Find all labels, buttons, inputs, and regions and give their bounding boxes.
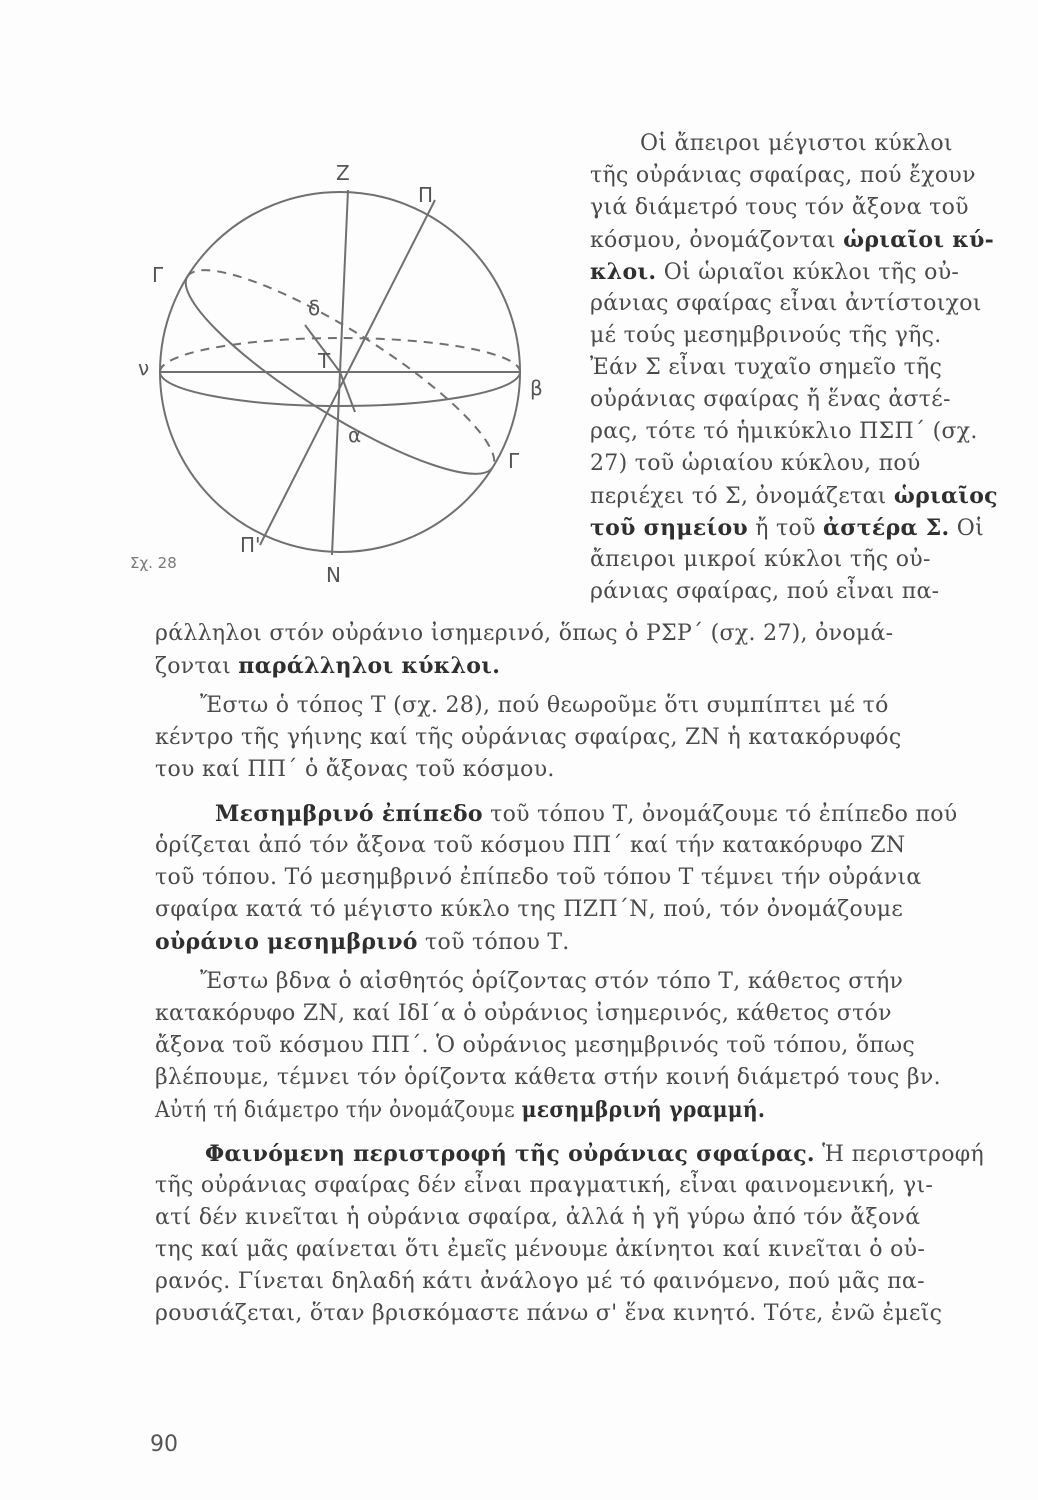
text-segment: ατί δέν κινεῖται ἡ οὐράνια σφαίρα, ἀλλά ἡ γῆ γύρω ἀπό τόν ἄξονά [155, 1205, 921, 1230]
text-segment: ἤ τοῦ [747, 516, 824, 541]
text-line [155, 1000, 892, 1028]
text-segment: τοῦ τόπου Τ, ὀνομάζουμε τό ἐπίπεδο πού [482, 802, 958, 827]
text-segment: κόσμου, ὀνομάζονται [590, 228, 844, 253]
text-segment: κέντρο τῆς γήινης καί τῆς οὐράνιας σφαίρας, ΖΝ ἡ κατακόρυφός [155, 725, 902, 750]
celestial-sphere-diagram [130, 150, 560, 600]
text-line [155, 1064, 941, 1092]
text-line [590, 386, 951, 414]
bold-term: τοῦ σημείου [590, 515, 748, 541]
text-line [590, 322, 942, 350]
text-segment: οὐράνιας σφαίρας ἤ ἕνας ἀστέ- [590, 387, 951, 412]
label-t: Τ [318, 349, 331, 373]
text-line [155, 1300, 942, 1328]
text-line [205, 1140, 984, 1169]
label-d: δ [308, 296, 321, 320]
text-segment: Ἡ περιστροφή [814, 1142, 984, 1167]
label-n: Ν [326, 563, 341, 587]
figure-caption: Σχ. 28 [130, 554, 177, 572]
text-segment: ράλληλοι στόν οὐράνιο ἰσημερινό, ὅπως ὁ ΡΣΡ΄ (σχ. 27), ὀνομά- [155, 621, 894, 646]
text-line [590, 226, 994, 255]
text-line [155, 1096, 765, 1125]
bold-term: οὐράνιο μεσημβρινό [155, 929, 418, 955]
text-segment: ἄπειροι μικροί κύκλοι τῆς οὐ- [590, 547, 931, 572]
text-segment: ρανός. Γίνεται δηλαδή κάτι ἀνάλογο μέ τό φαινόμενο, πού μᾶς πα- [155, 1269, 925, 1294]
text-segment: σφαίρα κατά τό μέγιστο κύκλο της ΠΖΠ΄Ν, πού, τόν ὀνομάζουμε [155, 897, 904, 922]
text-line [640, 130, 953, 158]
text-line [155, 864, 922, 892]
text-line [590, 450, 921, 478]
text-line [155, 1204, 920, 1232]
text-segment: 27) τοῦ ὡριαίου κύκλου, πού [590, 451, 921, 476]
text-segment: ζονται [155, 654, 239, 679]
bold-term: ὡριαῖος [893, 483, 998, 509]
text-line [155, 1032, 915, 1060]
text-line [155, 832, 905, 860]
text-segment: Οἱ [949, 516, 985, 541]
text-segment: τῆς οὐράνιας σφαίρας δέν εἶναι πραγματική, εἶναι φαινομενική, γι- [155, 1173, 934, 1198]
text-line [590, 546, 931, 574]
text-line [155, 896, 903, 924]
text-line [155, 1268, 925, 1296]
label-a: α [348, 423, 362, 447]
text-segment: Ἔστω βδνα ὁ αἰσθητός ὁρίζοντας στόν τόπο Τ, κάθετος στήν [200, 969, 904, 994]
bold-term: παράλληλοι κύκλοι. [238, 653, 501, 679]
text-line [590, 482, 998, 511]
text-segment: τοῦ τόπου Τ. [417, 930, 570, 955]
bold-term: ὡριαῖοι κύ- [843, 227, 995, 253]
text-line [590, 258, 959, 287]
text-segment: ράνιας σφαίρας εἶναι ἀντίστοιχοι [590, 291, 982, 316]
label-v: ν [138, 356, 150, 380]
text-segment: γιά διάμετρό τους τόν ἄξονα τοῦ [590, 195, 969, 220]
text-line [590, 162, 976, 190]
text-line [590, 418, 978, 446]
bold-term: ἀστέρα Σ. [823, 515, 950, 541]
text-line [200, 692, 889, 720]
text-line [155, 1172, 933, 1200]
bold-term: μεσημβρινή γραμμή. [521, 1097, 766, 1123]
page-number: 90 [150, 1432, 178, 1457]
bold-term: Φαινόμενη περιστροφή τῆς οὐράνιας σφαίρας. [205, 1141, 815, 1167]
text-line [200, 968, 903, 996]
text-line [590, 354, 942, 382]
label-z: Z [336, 161, 350, 185]
text-line [590, 578, 939, 606]
text-segment: Αὐτή τή διάμετρο τήν ὀνομάζουμε [155, 1098, 522, 1123]
text-segment: ράνιας σφαίρας, πού εἶναι πα- [590, 579, 940, 604]
label-p: Π [418, 183, 434, 207]
text-segment: κατακόρυφο ΖΝ, καί ΙδΙ΄α ὁ οὐράνιος ἰσημερινός, κάθετος στόν [155, 1001, 892, 1026]
celestial-sphere-figure [130, 150, 560, 600]
label-g2: Γ [508, 449, 520, 473]
text-line [155, 652, 500, 681]
text-segment: Οἱ ἄπειροι μέγιστοι κύκλοι [640, 131, 953, 156]
text-line [590, 514, 984, 543]
text-segment: ρουσιάζεται, ὅταν βρισκόμαστε πάνω σ' ἕνα κινητό. Τότε, ἐνῶ ἐμεῖς [155, 1301, 943, 1326]
text-segment: τῆς οὐράνιας σφαίρας, πού ἔχουν [590, 163, 976, 188]
text-segment: Ἐάν Σ εἶναι τυχαῖο σημεῖο τῆς [590, 355, 943, 380]
text-segment: ἄξονα τοῦ κόσμου ΠΠ΄. Ὁ οὐράνιος μεσημβρινός τοῦ τόπου, ὅπως [155, 1033, 916, 1058]
text-line [155, 724, 901, 752]
label-g1: Γ [152, 263, 164, 287]
equator-front [165, 277, 493, 503]
text-segment: της καί μᾶς φαίνεται ὅτι ἐμεῖς μένουμε ἀκίνητοι καί κινεῖται ὁ οὐ- [155, 1237, 926, 1262]
text-line [155, 756, 555, 784]
text-segment: τοῦ τόπου. Τό μεσημβρινό ἐπίπεδο τοῦ τόπου Τ τέμνει τήν οὐράνια [155, 865, 922, 890]
text-line [155, 1236, 925, 1264]
text-segment: βλέπουμε, τέμνει τόν ὁρίζοντα κάθετα στήν κοινή διάμετρό τους βν. [155, 1065, 941, 1090]
text-line [155, 928, 570, 957]
text-segment: ὁρίζεται ἀπό τόν ἄξονα τοῦ κόσμου ΠΠ΄ καί τήν κατακόρυφο ΖΝ [155, 833, 906, 858]
text-line [215, 800, 957, 829]
label-b: β [530, 376, 543, 400]
text-segment: μέ τούς μεσημβρινούς τῆς γῆς. [590, 323, 942, 348]
text-line [155, 620, 893, 648]
text-segment: Οἱ ὡριαῖοι κύκλοι τῆς οὐ- [656, 260, 960, 285]
text-line [590, 290, 982, 318]
text-segment: περιέχει τό Σ, ὀνομάζεται [590, 484, 894, 509]
text-segment: Ἔστω ὁ τόπος Τ (σχ. 28), πού θεωροῦμε ὅτι συμπίπτει μέ τό [200, 693, 889, 718]
label-p-prime: Π' [240, 533, 261, 557]
bold-term: Μεσημβρινό ἐπίπεδο [215, 801, 483, 827]
bold-term: κλοι. [590, 259, 657, 285]
text-segment: του καί ΠΠ΄ ὁ ἄξονας τοῦ κόσμου. [155, 757, 555, 782]
text-segment: ρας, τότε τό ἡμικύκλιο ΠΣΠ΄ (σχ. [590, 419, 978, 444]
text-line [590, 194, 969, 222]
